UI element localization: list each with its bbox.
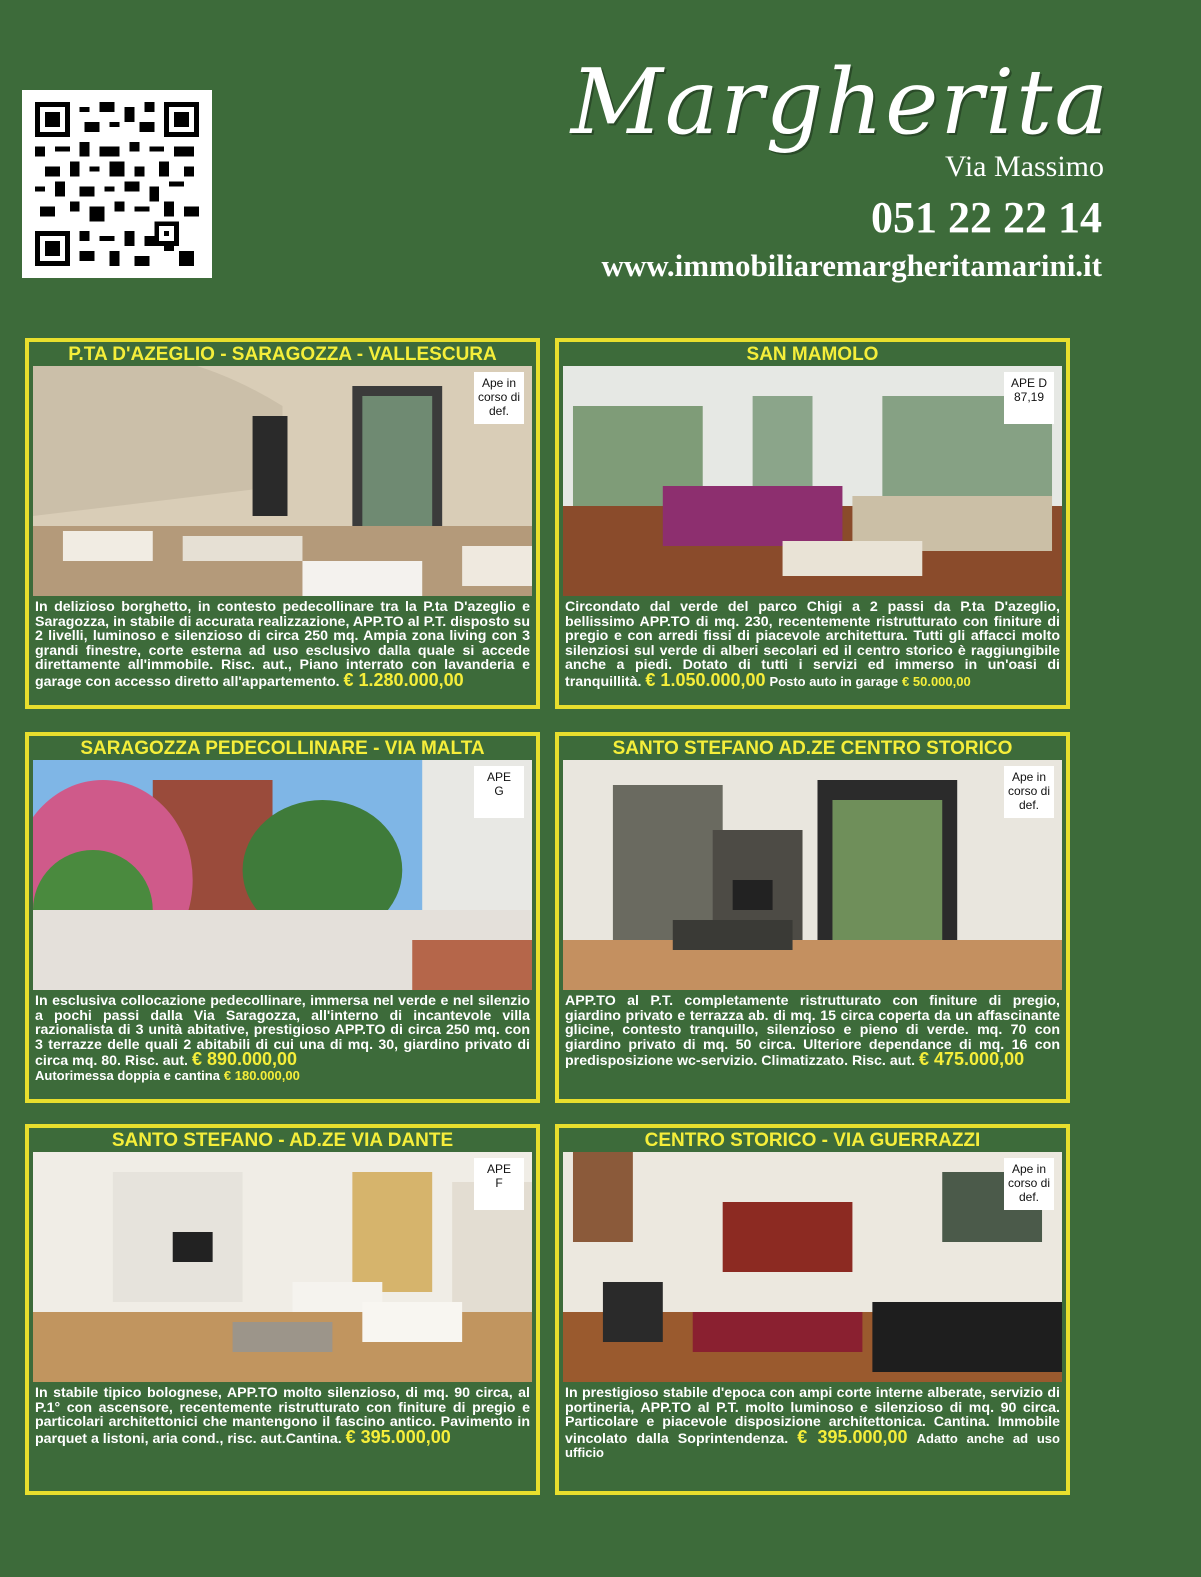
listing-extra: Adatto anche ad uso ufficio [565, 1430, 1060, 1460]
listing-price: € 475.000,00 [919, 1049, 1025, 1069]
listing-text: In stabile tipico bolognese, APP.TO molto silenzioso, di mq. 90 circa, al P.1° con ascensore, recentemente ristrutturato con finiture di pregio e particolari architettonici che mantengono il fascino antico. Pavimento in parquet a listoni, aria cond., risc. aut.Cantina. [35, 1385, 530, 1447]
terrace-garden-photo [33, 760, 532, 990]
listing-description [565, 1386, 1060, 1461]
listing-card[interactable] [25, 1124, 540, 1495]
listing-card[interactable] [25, 732, 540, 1103]
listing-photo[interactable] [563, 366, 1062, 596]
listing-title: SANTO STEFANO - AD.ZE VIA DANTE [111, 1130, 454, 1151]
listing-photo[interactable] [33, 760, 532, 990]
qr-code[interactable] [22, 90, 212, 278]
listing-photo[interactable] [33, 366, 532, 596]
listing-photo[interactable] [563, 1152, 1062, 1382]
listing-description [565, 994, 1060, 1069]
ape-energy-badge: Ape in corso di def. [1004, 766, 1054, 818]
listing-price: € 395.000,00 [345, 1426, 451, 1447]
listing-description [35, 600, 530, 689]
interior-living-photo [33, 1152, 532, 1382]
ape-energy-badge: APE G [474, 766, 524, 818]
agency-phone[interactable]: 051 22 22 14 [871, 193, 1102, 242]
qr-code-icon [34, 102, 200, 266]
listing-title: CENTRO STORICO - VIA GUERRAZZI [644, 1130, 981, 1151]
brand-header [500, 40, 1120, 290]
listing-description [565, 600, 1060, 689]
listing-extra: Autorimessa doppia e cantina [35, 1067, 220, 1083]
listing-price: € 395.000,00 [797, 1426, 908, 1447]
ape-energy-badge: Ape in corso di def. [474, 372, 524, 424]
listing-price: € 1.050.000,00 [645, 669, 766, 690]
listing-card[interactable] [555, 1124, 1070, 1495]
listing-extra-price: € 50.000,00 [902, 673, 971, 689]
listing-price: € 1.280.000,00 [343, 669, 464, 690]
ape-energy-badge: APE F [474, 1158, 524, 1210]
listing-photo[interactable] [33, 1152, 532, 1382]
listing-card[interactable] [25, 338, 540, 709]
interior-living-photo [563, 366, 1062, 596]
listing-photo[interactable] [563, 760, 1062, 990]
agency-website-link[interactable]: www.immobiliaremargheritamarini.it [601, 248, 1102, 283]
listing-title: SANTO STEFANO AD.ZE CENTRO STORICO [612, 738, 1013, 759]
listing-title: SAN MAMOLO [746, 344, 879, 365]
listing-text: Circondato dal verde del parco Chigi a 2 passi da P.ta D'azeglio, bellissimo APP.TO di mq. 230, recentemente ristrutturato con finiture di pregio e con arredi fissi di piacevole architettura. Tutti gli affacci molto silenziosi sul verde di alberi secolari ed il centro storico è raggiungibile anche a piedi. Dotato di tutti i servizi ed immerso in un'oasi di tranquillità. [565, 599, 1060, 690]
listing-card[interactable] [555, 732, 1070, 1103]
brand-logo: Margherita [570, 50, 1110, 155]
listing-extra: Posto auto in garage [769, 673, 899, 689]
listing-text: In prestigioso stabile d'epoca con ampi corte interne alberate, servizio di portineria, APP.TO al P.T. molto luminoso e silenzioso di mq. 90 circa. Particolare e piacevole disposizione architettonica. Cantina. Immobile vincolato dalla Soprintendenza. [565, 1385, 1060, 1447]
interior-office-photo [563, 1152, 1062, 1382]
listing-text: In delizioso borghetto, in contesto pedecollinare tra la P.ta D'azeglio e Saragozza, in stabile di accurata realizzazione, APP.TO al P.T. disposto su 2 livelli, luminoso e silenzioso di circa 250 mq. Ampia zona living con 3 grandi finestre, corte esterna ad uso esclusivo dalla quale si accede direttamente all'immobile. Risc. aut., Piano interrato con lavanderia e garage con accesso diretto all'appartemento. [35, 599, 530, 690]
listing-text: In esclusiva collocazione pedecollinare, immersa nel verde e nel silenzio a pochi passi dalla Via Saragozza, all'interno di incantevole villa razionalista di 3 unità abitative, prestigioso APP.TO di circa 250 mq. con 3 terrazze delle quali 2 abitabili di cui una di mq. 30, giardino privato di circa mq. 80. Risc. aut. [35, 993, 530, 1069]
listing-price: € 890.000,00 [191, 1049, 298, 1069]
interior-kitchen-photo [563, 760, 1062, 990]
ape-energy-badge: Ape in corso di def. [1004, 1158, 1054, 1210]
listing-card[interactable] [555, 338, 1070, 709]
listing-text: APP.TO al P.T. completamente ristrutturato con finiture di pregio, giardino privato e terrazza ab. di mq. 15 circa coperta da un affascinante glicine, contesto tranquillo, silenzioso e pieno di verde. mq. 70 con giardino privato di mq. 50 circa. Ulteriore dependance di mq. 16 con predisposizione wc-servizio. Climatizzato. Risc. aut. [565, 993, 1060, 1069]
agency-address: Via Massimo [944, 150, 1104, 183]
listing-extra-price: € 180.000,00 [223, 1067, 300, 1083]
interior-living-photo [33, 366, 532, 596]
listing-title: SARAGOZZA PEDECOLLINARE - VIA MALTA [80, 738, 485, 759]
listing-description [35, 1386, 530, 1446]
ape-energy-badge: APE D 87,19 [1004, 372, 1054, 424]
listing-title: P.TA D'AZEGLIO - SARAGOZZA - VALLESCURA [68, 344, 497, 365]
listing-description [35, 994, 530, 1083]
